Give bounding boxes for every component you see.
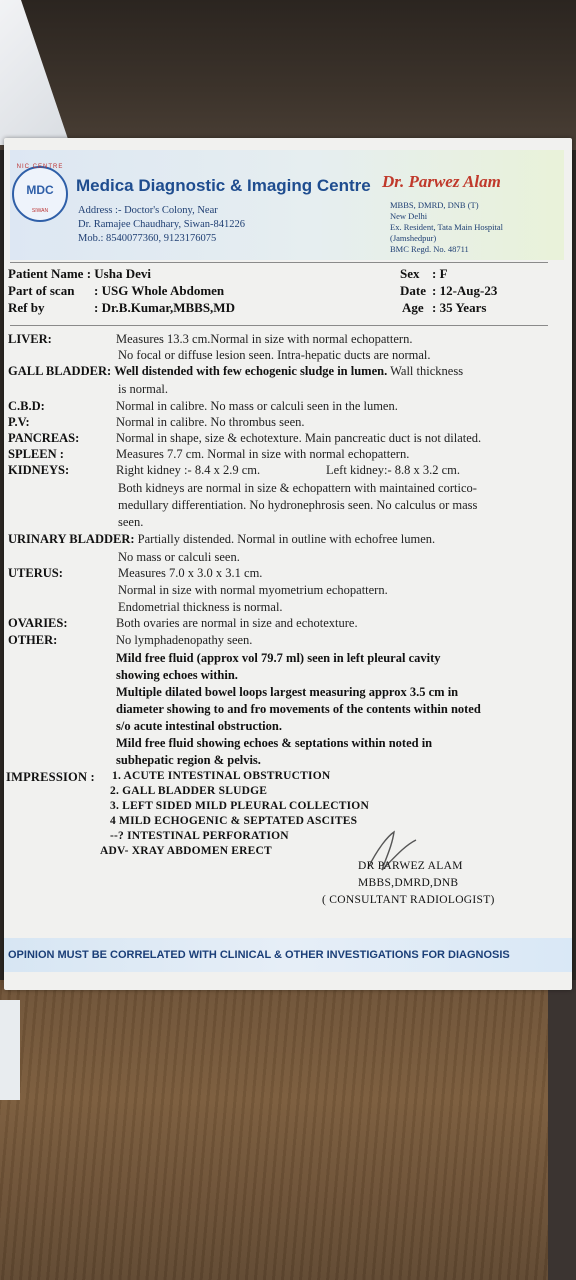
background-wood-top bbox=[0, 0, 576, 150]
advice-text: ADV- XRAY ABDOMEN ERECT bbox=[100, 845, 272, 857]
background-wood-bottom bbox=[0, 980, 576, 1280]
report-sheet bbox=[4, 138, 572, 990]
patient-name-label: Patient Name : bbox=[8, 266, 95, 281]
right-kidney-size: Right kidney :- 8.4 x 2.9 cm. bbox=[116, 463, 261, 477]
patient-name-value: Usha Devi bbox=[94, 266, 151, 281]
centre-address bbox=[78, 204, 245, 246]
footer-band bbox=[4, 938, 572, 972]
uterus-finding: Normal in size with normal myometrium echopattern. bbox=[118, 583, 388, 597]
address-line-1: Address :- Doctor's Colony, Near bbox=[78, 205, 218, 216]
doctor-qual-line: Ex. Resident, Tata Main Hospital bbox=[390, 222, 504, 232]
pv-finding: Normal in calibre. No thrombus seen. bbox=[116, 415, 305, 429]
scan-part-label: Part of scan bbox=[8, 283, 75, 298]
logo-mark: MDC bbox=[26, 183, 54, 197]
mobile-numbers: Mob.: 8540077360, 9123176075 bbox=[78, 233, 217, 244]
gall-bladder-finding bbox=[8, 364, 463, 379]
footer-disclaimer: OPINION MUST BE CORRELATED WITH CLINICAL & OTHER INVESTIGATIONS FOR DIAGNOSIS bbox=[8, 949, 510, 961]
spleen-label: SPLEEN : bbox=[8, 447, 64, 461]
kidneys-label: KIDNEYS: bbox=[8, 463, 70, 477]
ovaries-finding: Both ovaries are normal in size and echotexture. bbox=[116, 616, 358, 630]
impression-item: --? INTESTINAL PERFORATION bbox=[110, 830, 289, 842]
impression-item: 1. ACUTE INTESTINAL OBSTRUCTION bbox=[112, 770, 331, 782]
other-finding: Mild free fluid (approx vol 79.7 ml) seen in left pleural cavity bbox=[116, 651, 441, 665]
left-kidney-size: Left kidney:- 8.8 x 3.2 cm. bbox=[326, 463, 460, 477]
sex-label: Sex bbox=[400, 266, 420, 281]
kidneys-finding: Both kidneys are normal in size & echopattern with maintained cortico- bbox=[118, 481, 477, 495]
other-finding: Multiple dilated bowel loops largest measuring approx 3.5 cm in bbox=[116, 685, 459, 699]
age-label: Age bbox=[402, 300, 424, 315]
gall-bladder-finding: is normal. bbox=[118, 382, 168, 396]
impression-label: IMPRESSION : bbox=[6, 770, 95, 784]
ref-by-label: Ref by bbox=[8, 300, 45, 315]
date-label: Date bbox=[400, 283, 426, 298]
gall-bladder-label: GALL BLADDER: bbox=[8, 364, 112, 378]
ref-by-value: : Dr.B.Kumar,MBBS,MD bbox=[94, 300, 235, 315]
background-paper-fold bbox=[0, 1000, 20, 1100]
urinary-bladder-label: URINARY BLADDER: bbox=[8, 532, 135, 546]
other-finding: No lymphadenopathy seen. bbox=[116, 633, 253, 647]
patient-name bbox=[8, 266, 151, 282]
doctor-qual-line: BMC Regd. No. 48711 bbox=[390, 244, 469, 254]
impression-item: 3. LEFT SIDED MILD PLEURAL COLLECTION bbox=[110, 800, 369, 812]
scan-part-value: : USG Whole Abdomen bbox=[94, 283, 225, 298]
uterus-finding: Measures 7.0 x 3.0 x 3.1 cm. bbox=[118, 566, 263, 580]
urinary-bladder-finding: No mass or calculi seen. bbox=[118, 550, 240, 564]
ovaries-label: OVARIES: bbox=[8, 616, 68, 630]
radiologist-qualifications: MBBS,DMRD,DNB bbox=[358, 877, 459, 889]
divider bbox=[10, 325, 548, 326]
urinary-bladder-finding: URINARY BLADDER: Partially distended. Normal in outline with echofree lumen. bbox=[8, 532, 436, 546]
doctor-qual-line: (Jamshedpur) bbox=[390, 233, 437, 243]
spleen-finding: Measures 7.7 cm. Normal in size with normal echopattern. bbox=[116, 447, 410, 461]
doctor-qual-line: New Delhi bbox=[390, 211, 428, 221]
other-finding: diameter showing to and fro movements of the contents within noted bbox=[116, 702, 481, 716]
logo-ring-text: NIC CENTRE bbox=[16, 164, 64, 170]
liver-finding: No focal or diffuse lesion seen. Intra-hepatic ducts are normal. bbox=[118, 348, 431, 362]
pv-label: P.V: bbox=[8, 415, 30, 429]
liver-label: LIVER: bbox=[8, 332, 52, 346]
other-finding: showing echoes within. bbox=[116, 668, 238, 682]
other-finding: s/o acute intestinal obstruction. bbox=[116, 719, 282, 733]
other-finding: Mild free fluid showing echoes & septations within noted in bbox=[116, 736, 433, 750]
liver-finding: Measures 13.3 cm.Normal in size with normal echopattern. bbox=[116, 332, 413, 346]
letterhead bbox=[10, 150, 564, 260]
pancreas-finding: Normal in shape, size & echotexture. Main pancreatic duct is not dilated. bbox=[116, 431, 482, 445]
other-finding: subhepatic region & pelvis. bbox=[116, 753, 261, 767]
radiologist-title: ( CONSULTANT RADIOLOGIST) bbox=[322, 894, 495, 906]
gall-bladder-bold-text: Well distended with few echogenic sludge in lumen. bbox=[114, 364, 388, 378]
other-label: OTHER: bbox=[8, 633, 58, 647]
cbd-finding: Normal in calibre. No mass or calculi seen in the lumen. bbox=[116, 399, 398, 413]
impression-item: 4 MILD ECHOGENIC & SEPTATED ASCITES bbox=[110, 815, 358, 827]
logo-sub-text: SIWAN bbox=[31, 208, 49, 214]
uterus-label: UTERUS: bbox=[8, 566, 63, 580]
doctor-qualifications bbox=[390, 200, 503, 255]
centre-name: Medica Diagnostic & Imaging Centre bbox=[76, 176, 371, 195]
radiologist-name: DR PARWEZ ALAM bbox=[358, 860, 463, 872]
age-value: : 35 Years bbox=[432, 300, 487, 315]
gall-bladder-text: Wall thickness bbox=[387, 364, 464, 378]
doctor-name: Dr. Parwez Alam bbox=[382, 172, 501, 191]
impression-item: 2. GALL BLADDER SLUDGE bbox=[110, 785, 268, 797]
cbd-label: C.B.D: bbox=[8, 399, 45, 413]
doctor-qual-line: MBBS, DMRD, DNB (T) bbox=[390, 200, 479, 210]
pancreas-label: PANCREAS: bbox=[8, 431, 80, 445]
uterus-finding: Endometrial thickness is normal. bbox=[118, 600, 283, 614]
kidneys-finding: medullary differentiation. No hydronephrosis seen. No calculus or mass bbox=[118, 498, 478, 512]
kidneys-finding: seen. bbox=[118, 515, 144, 529]
date-value: : 12-Aug-23 bbox=[432, 283, 498, 298]
address-line-2: Dr. Ramajee Chaudhary, Siwan-841226 bbox=[78, 219, 245, 230]
divider bbox=[10, 262, 548, 263]
background-dark-edge bbox=[548, 980, 576, 1280]
centre-logo bbox=[12, 166, 68, 222]
sex-value: : F bbox=[432, 266, 448, 281]
